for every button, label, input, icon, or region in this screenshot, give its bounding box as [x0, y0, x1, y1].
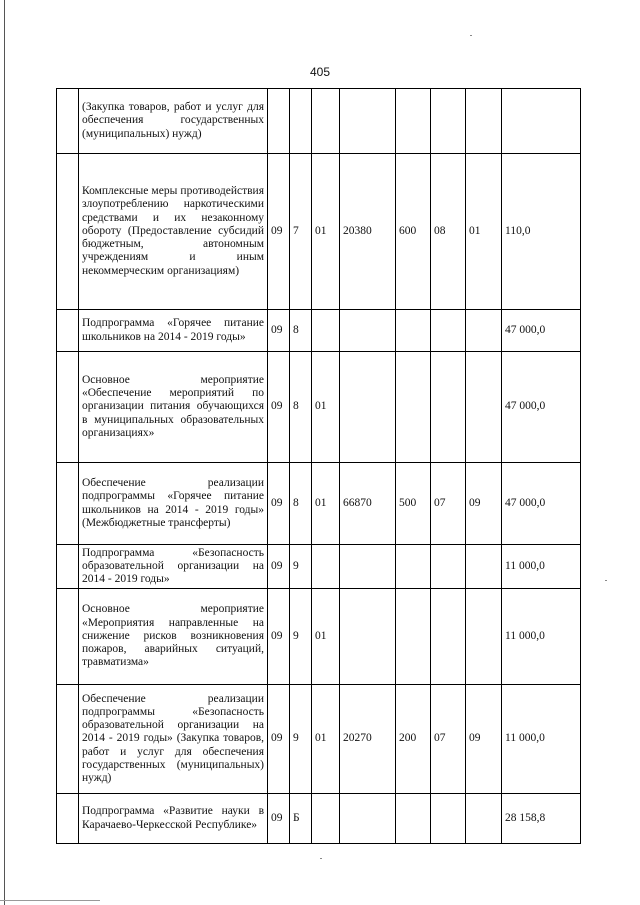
code-cell: [340, 794, 396, 844]
code-cell: [396, 310, 431, 352]
description-cell: Подпрограмма «Горячее питание школьников на 2014 - 2019 годы»: [79, 310, 268, 352]
code-cell: [290, 89, 312, 154]
page-number: 405: [309, 65, 331, 79]
code-cell: [340, 589, 396, 685]
code-cell: [312, 310, 340, 352]
code-cell: Б: [290, 794, 312, 844]
description-cell: Подпрограмма «Безопасность образовательной организации на 2014 - 2019 годы»: [79, 545, 268, 589]
description-cell: Подпрограмма «Развитие науки в Карачаево-Черкесской Республике»: [79, 794, 268, 844]
table-row: [57, 685, 581, 794]
code-cell: [466, 545, 502, 589]
code-cell: [312, 794, 340, 844]
row-number-cell: [57, 352, 79, 463]
description-cell: (Закупка товаров, работ и услуг для обеспечения государственных (муниципальных) нужд): [79, 89, 268, 154]
code-cell: [396, 545, 431, 589]
code-cell: 01: [312, 352, 340, 463]
row-number-cell: [57, 154, 79, 310]
table-row: [57, 154, 581, 310]
code-cell: 09: [268, 154, 290, 310]
code-cell: [466, 89, 502, 154]
code-cell: 01: [312, 463, 340, 545]
code-cell: [431, 589, 466, 685]
code-cell: 07: [431, 685, 466, 794]
code-cell: [340, 89, 396, 154]
code-cell: 500: [396, 463, 431, 545]
code-cell: 09: [466, 463, 502, 545]
code-cell: 09: [268, 352, 290, 463]
code-cell: 09: [268, 310, 290, 352]
code-cell: 09: [268, 685, 290, 794]
code-cell: [431, 794, 466, 844]
code-cell: [466, 310, 502, 352]
description-cell: Комплексные меры противодействия злоупотреблению наркотическими средствами и их незаконному обороту (Предоставление субсидий бюджетным, автономным учреждениям и иным некоммерческим организациям): [79, 154, 268, 310]
code-cell: 01: [312, 589, 340, 685]
scan-bottom-edge: [0, 900, 100, 901]
code-cell: [466, 589, 502, 685]
code-cell: 09: [466, 685, 502, 794]
table-row: [57, 589, 581, 685]
code-cell: 7: [290, 154, 312, 310]
description-cell: Основное мероприятие «Мероприятия направленные на снижение рисков возникновения пожаров, аварийных ситуаций, травматизма»: [79, 589, 268, 685]
description-cell: Обеспечение реализации подпрограммы «Горячее питание школьников на 2014 - 2019 годы» (Межбюджетные трансферты): [79, 463, 268, 545]
code-cell: 01: [466, 154, 502, 310]
code-cell: 09: [268, 463, 290, 545]
scan-left-edge: [4, 0, 5, 905]
code-cell: [340, 310, 396, 352]
description-cell: Основное мероприятие «Обеспечение мероприятий по организации питания обучающихся в муниципальных образовательных организациях»: [79, 352, 268, 463]
table-row: [57, 463, 581, 545]
code-cell: [431, 545, 466, 589]
table-body: [57, 89, 581, 844]
code-cell: 09: [268, 794, 290, 844]
row-number-cell: [57, 589, 79, 685]
amount-cell: 110,0: [502, 154, 581, 310]
table-row: [57, 352, 581, 463]
code-cell: [396, 352, 431, 463]
code-cell: [431, 310, 466, 352]
code-cell: 600: [396, 154, 431, 310]
amount-cell: 47 000,0: [502, 310, 581, 352]
amount-cell: 28 158,8: [502, 794, 581, 844]
code-cell: 20270: [340, 685, 396, 794]
amount-cell: 11 000,0: [502, 685, 581, 794]
row-number-cell: [57, 794, 79, 844]
amount-cell: 47 000,0: [502, 463, 581, 545]
code-cell: 8: [290, 310, 312, 352]
table-row: [57, 310, 581, 352]
scan-speck: [605, 580, 607, 581]
code-cell: [312, 545, 340, 589]
code-cell: 9: [290, 545, 312, 589]
table-row: [57, 545, 581, 589]
code-cell: 9: [290, 589, 312, 685]
table-row: [57, 794, 581, 844]
code-cell: 8: [290, 352, 312, 463]
code-cell: [396, 794, 431, 844]
code-cell: [466, 794, 502, 844]
scan-speck: [320, 858, 322, 859]
table-row: [57, 89, 581, 154]
code-cell: 9: [290, 685, 312, 794]
code-cell: 07: [431, 463, 466, 545]
code-cell: [340, 545, 396, 589]
amount-cell: 11 000,0: [502, 545, 581, 589]
code-cell: [431, 352, 466, 463]
row-number-cell: [57, 685, 79, 794]
code-cell: [268, 89, 290, 154]
row-number-cell: [57, 89, 79, 154]
code-cell: [431, 89, 466, 154]
code-cell: 01: [312, 154, 340, 310]
code-cell: [466, 352, 502, 463]
code-cell: 08: [431, 154, 466, 310]
amount-cell: 47 000,0: [502, 352, 581, 463]
code-cell: [396, 589, 431, 685]
code-cell: 01: [312, 685, 340, 794]
row-number-cell: [57, 545, 79, 589]
code-cell: [396, 89, 431, 154]
code-cell: [312, 89, 340, 154]
description-cell: Обеспечение реализации подпрограммы «Безопасность образовательной организации на 2014 - 2019 годы» (Закупка товаров, работ и услуг для обеспечения государственных (муниципальных) нужд): [79, 685, 268, 794]
scan-speck: [470, 35, 472, 36]
code-cell: 66870: [340, 463, 396, 545]
code-cell: 09: [268, 545, 290, 589]
row-number-cell: [57, 310, 79, 352]
code-cell: 20380: [340, 154, 396, 310]
amount-cell: [502, 89, 581, 154]
code-cell: 200: [396, 685, 431, 794]
budget-table: [56, 88, 581, 844]
row-number-cell: [57, 463, 79, 545]
code-cell: 8: [290, 463, 312, 545]
code-cell: [340, 352, 396, 463]
code-cell: 09: [268, 589, 290, 685]
amount-cell: 11 000,0: [502, 589, 581, 685]
